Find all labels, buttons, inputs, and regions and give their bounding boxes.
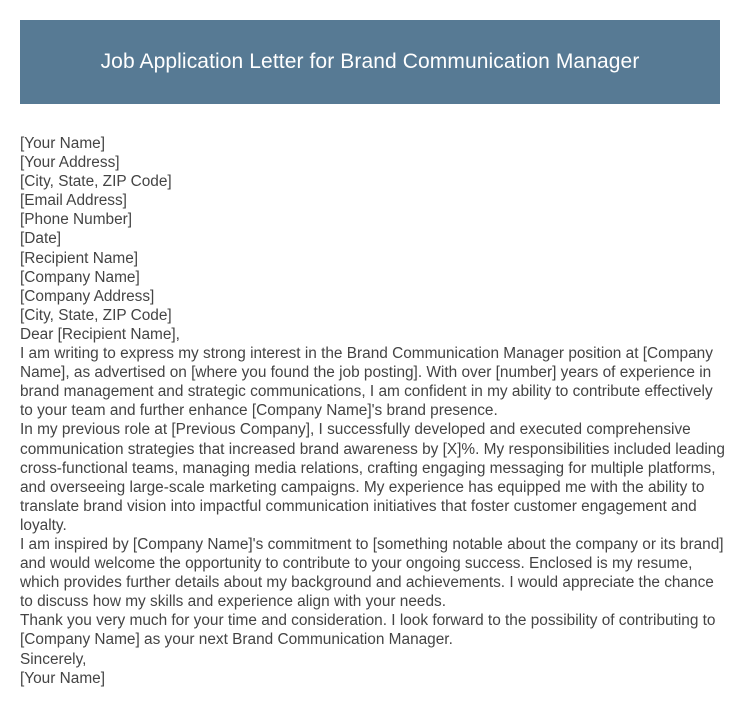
paragraph-thanks: Thank you very much for your time and consideration. I look forward to the possibility of contributing to [Company Name] as your next Brand Communication Manager. [20,612,716,649]
closing: Sincerely, [20,650,87,668]
letter-date: [Date] [20,230,62,248]
recipient-company-address: [Company Address] [20,287,155,305]
paragraph-motivation: I am inspired by [Company Name]'s commitment to [something notable about the company or its brand] and would welcome the opportunity to contribute to your ongoing success. Enclosed is my resume, which provides further details about my background and achievements. I would appreciate the chance to discuss how my skills and experience align with your needs. [20,535,724,611]
recipient-company: [Company Name] [20,268,140,286]
sender-phone: [Phone Number] [20,211,133,229]
page-title: Job Application Letter for Brand Communication Manager [100,50,640,73]
sender-name: [Your Name] [20,135,105,152]
sender-address: [Your Address] [20,154,120,172]
sender-email: [Email Address] [20,192,127,210]
sender-city-state-zip: [City, State, ZIP Code] [20,173,172,191]
letter-body [20,134,725,688]
recipient-city-state-zip: [City, State, ZIP Code] [20,306,172,324]
paragraph-experience: In my previous role at [Previous Company], I successfully developed and executed comprehensive communication strategies that increased brand awareness by [X]%. My responsibilities included leading cross-functional teams, managing media relations, crafting engaging messaging for multiple platforms, and overseeing large-scale marketing campaigns. My experience has equipped me with the ability to translate brand vision into impactful communication initiatives that foster customer engagement and loyalty. [20,421,725,534]
recipient-name: [Recipient Name] [20,249,139,267]
paragraph-intro: I am writing to express my strong interest in the Brand Communication Manager position at [Company Name], as advertised on [where you found the job posting]. With over [number] years of experience in brand management and strategic communications, I am confident in my ability to contribute effectively to your team and further enhance [Company Name]'s brand presence. [20,345,713,420]
salutation: Dear [Recipient Name], [20,325,180,343]
signature: [Your Name] [20,669,105,687]
letter-header-banner [20,20,720,104]
